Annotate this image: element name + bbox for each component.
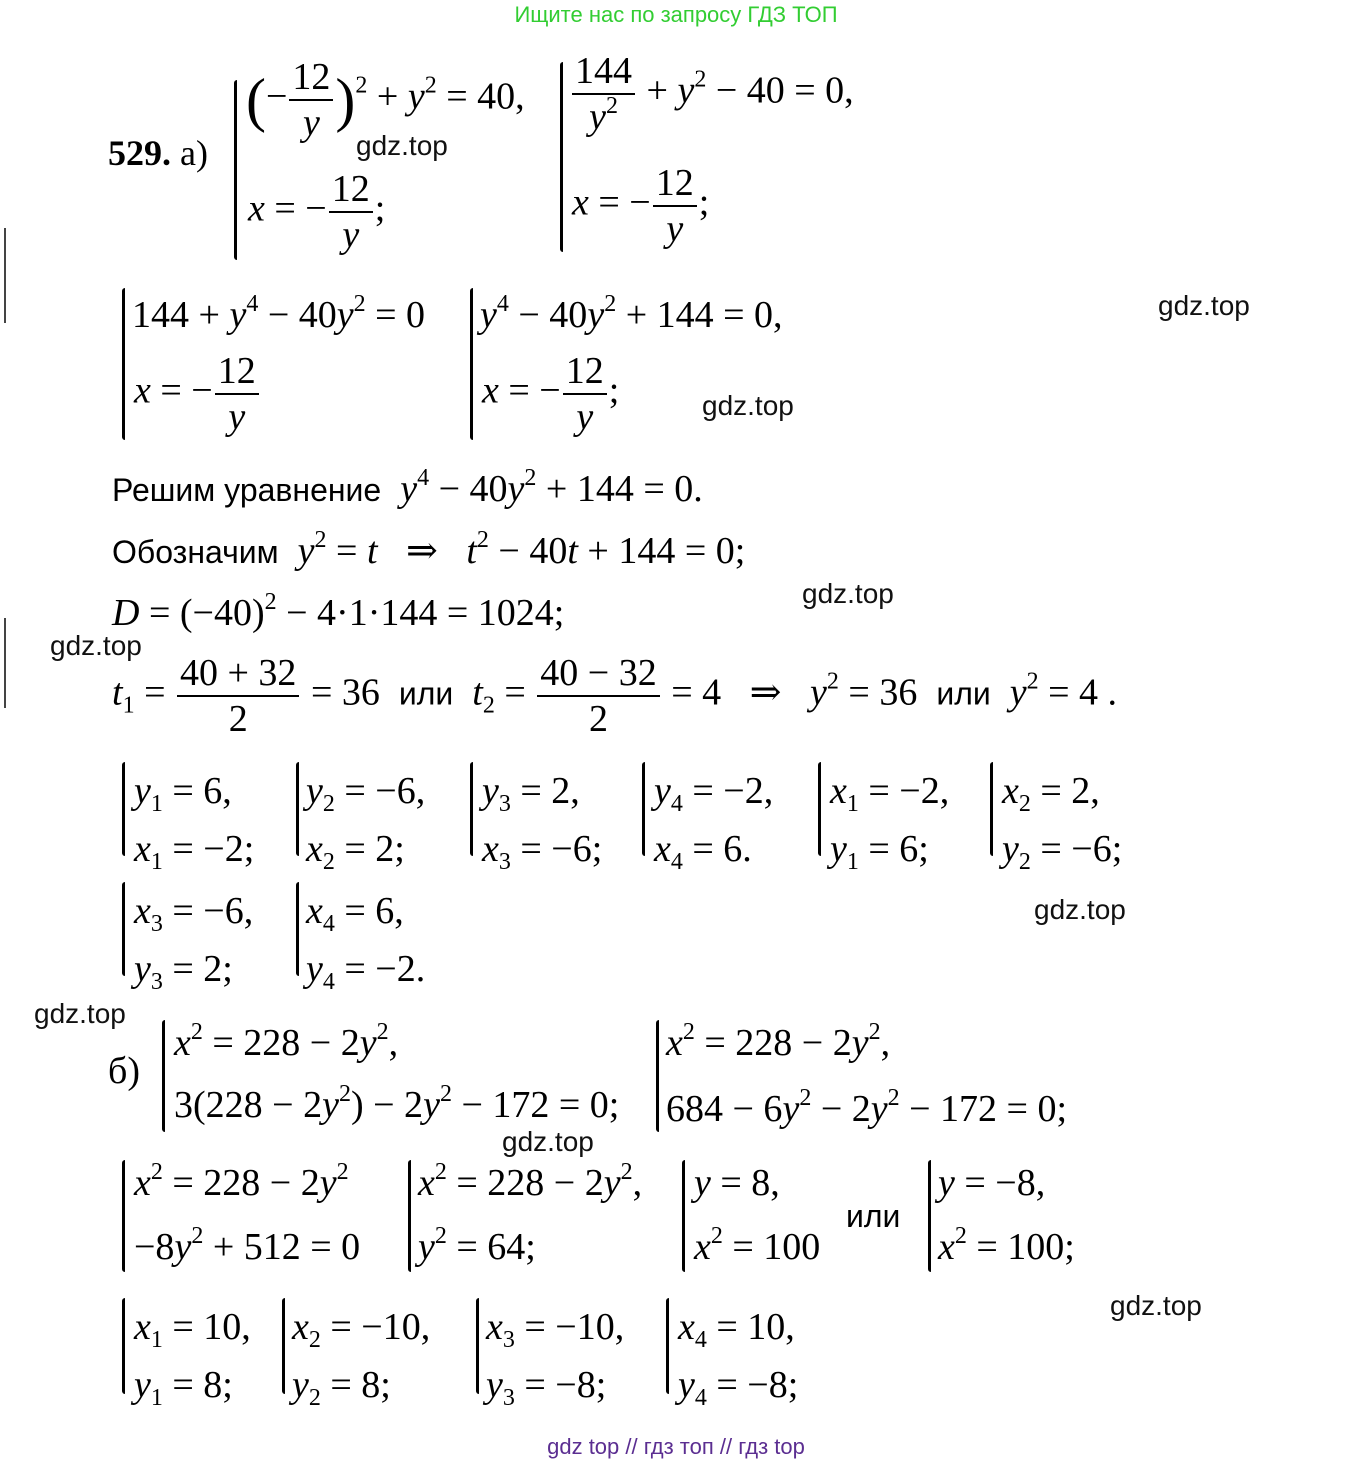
watermark: gdz.top	[34, 998, 126, 1029]
watermark: gdz.top	[502, 1126, 594, 1157]
solution-system: $x_1 = -2$, $y_1 = 6$;	[830, 770, 950, 875]
solution-system: $x_2 = 2$, $y_2 = -6$;	[1002, 770, 1123, 875]
watermark: gdz.top	[1034, 894, 1126, 925]
solution-system: $x_2 = -10$, $y_2 = 8$;	[292, 1306, 431, 1411]
denote-line: Обозначим $y^2 = t$ ⇒ $t^2 - 40t + 144 = 0$;	[112, 527, 746, 572]
system-brace	[818, 762, 821, 856]
footer-links[interactable]: gdz top // гдз топ // гдз top	[547, 1434, 805, 1459]
solution-system: $x_4 = 6$, $y_4 = -2$.	[306, 890, 426, 995]
system-brace	[476, 1298, 479, 1394]
watermark: gdz.top	[702, 390, 794, 421]
system-brace	[234, 80, 237, 260]
solution-system: $x_3 = -6$, $y_3 = 2$;	[134, 890, 254, 995]
solution-system: $y_3 = 2$, $x_3 = -6$;	[482, 770, 603, 875]
solution-system: $y_2 = -6$, $x_2 = 2$;	[306, 770, 426, 875]
equation: x = − $\frac{12}{y}$ ;	[248, 168, 386, 256]
watermark: gdz.top	[50, 630, 142, 661]
equation: $y^2 = 64$;	[418, 1223, 536, 1268]
system-brace	[122, 1160, 125, 1272]
system-brace	[122, 1298, 125, 1394]
watermark: gdz.top	[1110, 1290, 1202, 1321]
system-brace	[560, 62, 563, 252]
equation: $144 + y^4 - 40y^2 = 0$	[132, 291, 426, 336]
equation: $-8y^2 + 512 = 0$	[134, 1223, 361, 1268]
margin-line	[4, 618, 6, 708]
top-banner: Ищите нас по запросу ГДЗ ТОП	[514, 2, 838, 27]
system-brace	[122, 882, 125, 976]
equation: $3(228 - 2y^2) - 2y^2 - 172 = 0$;	[174, 1081, 620, 1126]
equation: $y^4 - 40y^2 + 144 = 0$,	[480, 291, 783, 336]
equation: $x^2 = 228 - 2y^2$,	[174, 1019, 399, 1064]
equation: x = − $\frac{12}{y}$ ;	[482, 350, 620, 438]
system-brace	[296, 762, 299, 856]
equation: y = 8,	[694, 1162, 780, 1204]
system-brace	[642, 762, 645, 856]
system-brace	[122, 762, 125, 856]
system-brace	[990, 762, 993, 856]
system-brace	[162, 1020, 165, 1132]
equation: $x^2 = 100$	[694, 1223, 821, 1268]
system-brace	[296, 882, 299, 976]
watermark: gdz.top	[802, 578, 894, 609]
equation: x = − $\frac{12}{y}$ ;	[572, 162, 710, 250]
equation: $x^2 = 100$;	[938, 1223, 1075, 1268]
system-brace	[470, 762, 473, 856]
system-brace	[122, 288, 125, 440]
system-brace	[666, 1298, 669, 1394]
system-brace	[656, 1020, 659, 1132]
system-brace	[928, 1160, 931, 1272]
system-brace	[408, 1160, 411, 1272]
equation: y = −8,	[938, 1162, 1046, 1204]
system-brace	[470, 288, 473, 440]
margin-line	[4, 228, 6, 323]
discriminant: $D = (-40)^2 - 4\cdot 1\cdot 144 = 1024$;	[112, 589, 565, 634]
equation: $x^2 = 228 - 2y^2$,	[418, 1159, 643, 1204]
system-brace	[282, 1298, 285, 1394]
roots-line: $t_1$ = $\frac{40 + 32}{2}$ = 36 или $t_2$ = $\frac{40 - 32}{2}$ = 4 ⇒ $y^2 = 36$ или $y^2 = 4$ .	[112, 652, 1118, 740]
solve-line: Решим уравнение $y^4 - 40y^2 + 144 = 0$.	[112, 465, 703, 510]
problem-number: 529. а)	[108, 133, 208, 173]
part-b-label: б)	[108, 1050, 140, 1092]
equation: x = − $\frac{12}{y}$	[134, 352, 261, 436]
or-word: или	[846, 1198, 901, 1234]
solution-system: $y_4 = -2$, $x_4 = 6$.	[654, 770, 774, 875]
solution-system: $x_3 = -10$, $y_3 = -8$;	[486, 1306, 625, 1411]
equation: $684 - 6y^2 - 2y^2 - 172 = 0$;	[666, 1085, 1068, 1130]
equation: $x^2 = 228 - 2y^2$	[134, 1159, 349, 1204]
watermark: gdz.top	[356, 130, 448, 161]
watermark: gdz.top	[1158, 290, 1250, 321]
system-brace	[682, 1160, 685, 1272]
solution-system: $x_4 = 10$, $y_4 = -8$;	[678, 1306, 799, 1411]
equation: $x^2 = 228 - 2y^2$,	[666, 1019, 891, 1064]
solution-system: $y_1 = 6$, $x_1 = -2$;	[134, 770, 255, 875]
solution-system: $x_1 = 10$, $y_1 = 8$;	[134, 1306, 251, 1411]
equation: (− $\frac{12}{y}$ )$^2 + y^2 = 40$,	[246, 56, 525, 144]
equation: $\frac{144}{y^2}$ + $y^2 - 40 = 0$,	[570, 52, 854, 136]
